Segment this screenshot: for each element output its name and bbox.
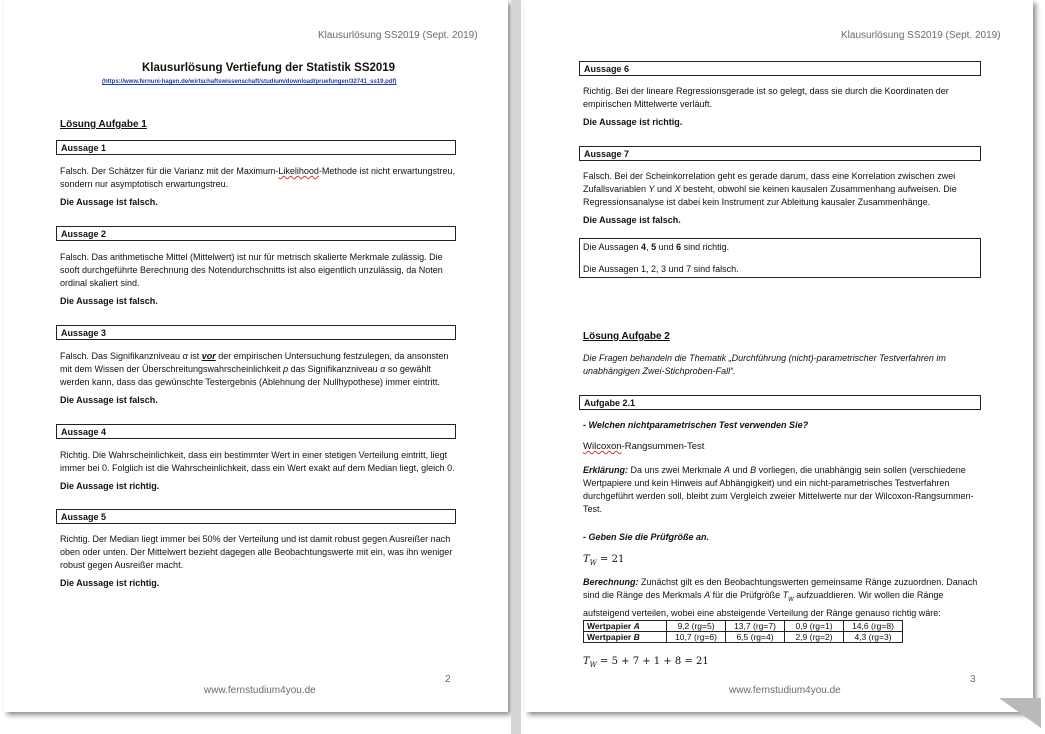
rank-table [583, 620, 903, 643]
aufgabe-2-1-box [579, 395, 981, 410]
table-cell: 13,7 (rg=7) [726, 621, 785, 632]
aussage-6-label: Aussage 6 [584, 64, 630, 74]
page-gutter [511, 0, 521, 734]
row-label: Wertpapier B [584, 632, 667, 643]
aussage-6-box [579, 61, 981, 76]
page-3 [525, 0, 1033, 712]
page-curl [999, 698, 1041, 728]
aussage-4-verdict: Die Aussage ist richtig. [60, 481, 160, 491]
erklaerung-text: Erklärung: Da uns zwei Merkmale A und B vorliegen, die unabhängig sein sollen (verschiedene Wertpapiere und kein Hinweis auf Abhängigkeit) und ein nicht-parametrisches Testverfahren durchgeführt werden soll, bleibt zum Vergleich zweier Mittelwerte nur der Wilcoxon-Rangsummen-Test. [583, 465, 974, 514]
page-footer: www.fernstudium4you.de [729, 685, 841, 696]
table-cell: 0,9 (rg=1) [785, 621, 844, 632]
aussage-1-box [56, 140, 456, 155]
table-cell: 2,9 (rg=2) [785, 632, 844, 643]
aussage-7-label: Aussage 7 [584, 149, 630, 159]
tw-result: $T_W = 21$ [583, 554, 625, 567]
page-number: 3 [970, 674, 976, 685]
aufgabe-2-1-label: Aufgabe 2.1 [584, 398, 636, 408]
aussage-7-verdict: Die Aussage ist falsch. [583, 215, 681, 225]
aussage-7-text: Falsch. Bei der Scheinkorrelation geht es gerade darum, dass eine Korrelation zwischen zwei Zufallsvariablen Y und X besteht, obwohl sie keinen kausalen Zusammenhang aufweisen. Die Regressionsanalyse ist dabei kein Instrument zur Ableitung kausaler Zusammenhänge. [583, 171, 957, 207]
table-cell: 4,3 (rg=3) [844, 632, 903, 643]
aussage-4-text: Richtig. Die Wahrscheinlichkeit, dass ein bestimmter Wert in einer stetigen Verteilung eintritt, liegt immer bei 0. Folglich ist die Wahrscheinlichkeit, dass ein Wert exakt auf dem Median liegt, gleich 0. [60, 450, 455, 473]
aussage-1-text: Falsch. Der Schätzer für die Varianz mit der Maximum-Likelihood-Methode ist nicht erwartungstreu, sondern nur asymptotisch erwartungstreu. [60, 166, 456, 189]
aussage-3-verdict: Die Aussage ist falsch. [60, 395, 158, 405]
aussage-4-box [56, 424, 456, 439]
aussage-3-label: Aussage 3 [61, 328, 107, 338]
aussage-1-label: Aussage 1 [61, 143, 107, 153]
aussage-5-verdict: Die Aussage ist richtig. [60, 578, 160, 588]
page-header: Klausurlösung SS2019 (Sept. 2019) [841, 30, 1001, 41]
aussage-2-verdict: Die Aussage ist falsch. [60, 296, 158, 306]
section-heading-aufgabe-1: Lösung Aufgabe 1 [60, 119, 147, 130]
table-cell: 9,2 (rg=5) [667, 621, 726, 632]
aussage-2-box [56, 226, 456, 241]
aussage-5-text: Richtig. Der Median liegt immer bei 50% der Verteilung und ist damit robust gegen Ausreißer nach oben oder unten. Der Mittelwert bezieht dagegen alle Beobachtungswerte mit ein, was ihn weniger robust gegen Ausreißer macht. [60, 534, 453, 570]
summary-line-richtig: Die Aussagen 4, 5 und 6 sind richtig. [583, 242, 730, 252]
page-footer: www.fernstudium4you.de [204, 685, 316, 696]
table-row [584, 621, 903, 632]
page-2 [4, 0, 508, 712]
rank-sum-equation: $T_W = 5 + 7 + 1 + 8 = 21$ [583, 656, 709, 669]
summary-line-falsch: Die Aussagen 1, 2, 3 und 7 sind falsch. [583, 264, 739, 274]
aussage-6-text: Richtig. Bei der lineare Regressionsgerade ist so gelegt, dass sie durch die Koordinaten der empirischen Mittelwerte verläuft. [583, 86, 949, 109]
table-cell: 6,5 (rg=4) [726, 632, 785, 643]
summary-box [579, 238, 981, 278]
aussage-4-label: Aussage 4 [61, 427, 107, 437]
aussage-3-text: Falsch. Das Signifikanzniveau α ist vor der empirischen Untersuchung festzulegen, da ansonsten mit dem Wissen der Überschreitungswahrscheinlichkeit p das Signifikanzniveau α so gewählt werden kann, dass das gewünschte Testergebnis (Ablehnung der Nullhypothese) immer eintritt. [60, 351, 449, 387]
page-header: Klausurlösung SS2019 (Sept. 2019) [318, 30, 478, 41]
aussage-5-box [56, 509, 456, 524]
section-heading-aufgabe-2: Lösung Aufgabe 2 [583, 331, 670, 342]
row-label: Wertpapier A [584, 621, 667, 632]
page-number: 2 [445, 674, 451, 685]
source-link[interactable]: (https://www.fernuni-hagen.de/wirtschaftswissenschaft/studium/download/pruefungen/32741_ss19.pdf) [102, 79, 397, 85]
aussage-6-verdict: Die Aussage ist richtig. [583, 117, 683, 127]
document-title: Klausurlösung Vertiefung der Statistik SS2019 [142, 62, 396, 74]
aufgabe-2-intro: Die Fragen behandeln die Thematik „Durchführung (nicht)-parametrischer Testverfahren im unabhängigen Zwei-Stichproben-Fall“. [583, 353, 946, 376]
aussage-2-label: Aussage 2 [61, 229, 107, 239]
table-cell: 14,6 (rg=8) [844, 621, 903, 632]
aussage-3-box [56, 325, 456, 340]
berechnung-text: Berechnung: Zunächst gilt es den Beobachtungswerten gemeinsame Ränge zuzuordnen. Danach sind die Ränge des Merkmals A für die Prüfgröße $T_W$ aufzuaddieren. Wir wollen die Ränge aufsteigend verteilen, wobei eine absteigende Verteilung der Ränge genauso richtig wäre: [583, 577, 978, 618]
answer-test: Wilcoxon-Rangsummen-Test [583, 441, 705, 452]
table-row [584, 632, 903, 643]
aussage-5-label: Aussage 5 [61, 512, 107, 522]
question-test: - Welchen nichtparametrischen Test verwenden Sie? [583, 420, 809, 430]
question-pruefgroesse: - Geben Sie die Prüfgröße an. [583, 532, 710, 542]
aussage-7-box [579, 146, 981, 161]
table-cell: 10,7 (rg=6) [667, 632, 726, 643]
aussage-2-text: Falsch. Das arithmetische Mittel (Mittelwert) ist nur für metrisch skalierte Merkmale zulässig. Die sooft durchgeführte Berechnung des Notendurchschnitts ist also eigentlich unzulässig, da Noten ordinal skaliert sind. [60, 252, 443, 288]
aussage-1-verdict: Die Aussage ist falsch. [60, 197, 158, 207]
